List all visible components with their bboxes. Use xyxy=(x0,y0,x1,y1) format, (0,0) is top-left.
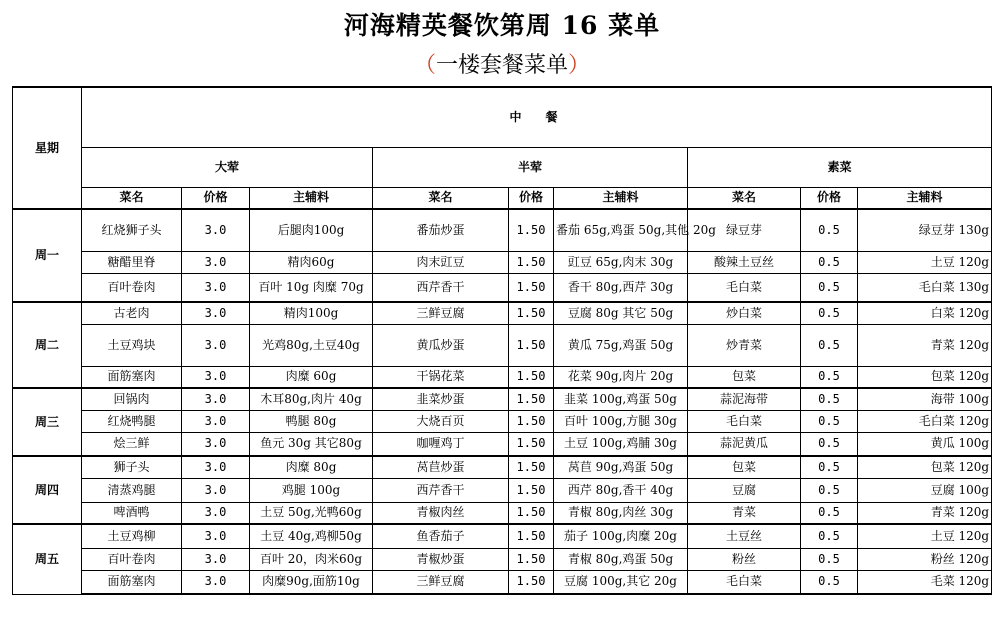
ingredients-cell: 西芹 80g,香干 40g xyxy=(554,478,688,502)
dish-name-cell: 百叶卷肉 xyxy=(82,273,182,302)
price-cell: 1.50 xyxy=(509,478,554,502)
ingredients-cell: 韭菜 100g,鸡蛋 50g xyxy=(554,388,688,410)
price-cell: 1.50 xyxy=(509,302,554,324)
ingredients-cell: 土豆 50g,光鸭60g xyxy=(250,502,373,524)
price-cell: 3.0 xyxy=(182,273,250,302)
ingredients-cell: 豆腐 100g,其它 20g xyxy=(554,570,688,594)
price-cell: 0.5 xyxy=(801,251,858,273)
ingredients-cell: 豆腐 80g 其它 50g xyxy=(554,302,688,324)
dish-name-cell: 黄瓜炒蛋 xyxy=(373,324,509,366)
page-title: 河海精英餐饮第周 16 菜单 xyxy=(343,11,661,40)
dish-name-cell: 啤酒鸭 xyxy=(82,502,182,524)
table-row xyxy=(13,388,992,410)
table-row xyxy=(13,432,992,456)
ingredients-cell: 包菜 120g xyxy=(858,366,992,388)
day-cell: 周四 xyxy=(13,456,82,524)
dish-name-cell: 粉丝 xyxy=(688,548,801,570)
ingredients-cell: 鸡腿 100g xyxy=(250,478,373,502)
price-cell: 0.5 xyxy=(801,456,858,478)
subtitle-text: 一楼套餐菜单 xyxy=(435,53,568,78)
table-row xyxy=(13,366,992,388)
dish-name-cell: 咖喱鸡丁 xyxy=(373,432,509,456)
price-cell: 0.5 xyxy=(801,366,858,388)
dish-name-cell: 鱼香茄子 xyxy=(373,524,509,548)
day-cell: 周五 xyxy=(13,524,82,594)
price-cell: 3.0 xyxy=(182,456,250,478)
dish-name-cell: 青椒肉丝 xyxy=(373,502,509,524)
dish-name-cell: 青菜 xyxy=(688,502,801,524)
ingredients-cell: 肉糜 60g xyxy=(250,366,373,388)
dish-name-cell: 干锅花菜 xyxy=(373,366,509,388)
table-row xyxy=(13,456,992,478)
price-cell: 3.0 xyxy=(182,432,250,456)
dish-name-cell: 古老肉 xyxy=(82,302,182,324)
dish-name-cell: 土豆鸡柳 xyxy=(82,524,182,548)
dish-name-cell: 莴苣炒蛋 xyxy=(373,456,509,478)
dish-name-cell: 土豆鸡块 xyxy=(82,324,182,366)
col-header-dish: 菜名 xyxy=(373,187,509,209)
price-cell: 1.50 xyxy=(509,502,554,524)
dish-name-cell: 面筋塞肉 xyxy=(82,366,182,388)
dish-name-cell: 包菜 xyxy=(688,366,801,388)
price-cell: 0.5 xyxy=(801,209,858,251)
price-cell: 3.0 xyxy=(182,524,250,548)
price-cell: 0.5 xyxy=(801,524,858,548)
price-cell: 3.0 xyxy=(182,410,250,432)
dish-name-cell: 回锅肉 xyxy=(82,388,182,410)
ingredients-cell: 光鸡80g,土豆40g xyxy=(250,324,373,366)
price-cell: 0.5 xyxy=(801,478,858,502)
price-cell: 3.0 xyxy=(182,570,250,594)
ingredients-cell: 鱼元 30g 其它80g xyxy=(250,432,373,456)
ingredients-cell: 番茄 65g,鸡蛋 50g,其他 20g xyxy=(554,209,688,251)
group-header-half-meat: 半荤 xyxy=(373,147,688,187)
price-cell: 1.50 xyxy=(509,570,554,594)
ingredients-cell: 黄瓜 75g,鸡蛋 50g xyxy=(554,324,688,366)
table-row xyxy=(13,302,992,324)
dish-name-cell: 番茄炒蛋 xyxy=(373,209,509,251)
col-header-price: 价格 xyxy=(182,187,250,209)
ingredients-cell: 白菜 120g xyxy=(858,302,992,324)
ingredients-cell: 土豆 100g,鸡脯 30g xyxy=(554,432,688,456)
dish-name-cell: 绿豆芽 xyxy=(688,209,801,251)
dish-name-cell: 面筋塞肉 xyxy=(82,570,182,594)
ingredients-cell: 青菜 120g xyxy=(858,324,992,366)
price-cell: 1.50 xyxy=(509,324,554,366)
dish-name-cell: 三鲜豆腐 xyxy=(373,570,509,594)
ingredients-cell: 土豆 120g xyxy=(858,524,992,548)
dish-name-cell: 韭菜炒蛋 xyxy=(373,388,509,410)
table-row xyxy=(13,524,992,548)
ingredients-cell: 肉糜90g,面筋10g xyxy=(250,570,373,594)
ingredients-cell: 毛白菜 120g xyxy=(858,410,992,432)
page-subtitle xyxy=(0,48,1004,79)
price-cell: 0.5 xyxy=(801,548,858,570)
ingredients-cell: 毛菜 120g xyxy=(858,570,992,594)
table-row xyxy=(13,570,992,594)
price-cell: 1.50 xyxy=(509,410,554,432)
ingredients-cell: 土豆 40g,鸡柳50g xyxy=(250,524,373,548)
price-cell: 3.0 xyxy=(182,251,250,273)
dish-name-cell: 毛白菜 xyxy=(688,273,801,302)
price-cell: 0.5 xyxy=(801,570,858,594)
dish-name-cell: 三鲜豆腐 xyxy=(373,302,509,324)
table-row xyxy=(13,273,992,302)
ingredients-cell: 毛白菜 130g xyxy=(858,273,992,302)
menu-table xyxy=(12,86,992,595)
dish-name-cell: 酸辣土豆丝 xyxy=(688,251,801,273)
table-row xyxy=(13,209,992,251)
price-cell: 1.50 xyxy=(509,366,554,388)
dish-name-cell: 红烧狮子头 xyxy=(82,209,182,251)
table-row xyxy=(13,502,992,524)
col-header-ingredients: 主辅料 xyxy=(554,187,688,209)
ingredients-cell: 绿豆芽 130g xyxy=(858,209,992,251)
price-cell: 0.5 xyxy=(801,324,858,366)
price-cell: 1.50 xyxy=(509,456,554,478)
ingredients-cell: 肉糜 80g xyxy=(250,456,373,478)
dish-name-cell: 清蒸鸡腿 xyxy=(82,478,182,502)
ingredients-cell: 包菜 120g xyxy=(858,456,992,478)
ingredients-cell: 豇豆 65g,肉末 30g xyxy=(554,251,688,273)
dish-name-cell: 蒜泥海带 xyxy=(688,388,801,410)
day-cell: 周二 xyxy=(13,302,82,388)
dish-name-cell: 狮子头 xyxy=(82,456,182,478)
col-header-price: 价格 xyxy=(509,187,554,209)
ingredients-cell: 后腿肉100g xyxy=(250,209,373,251)
table-row xyxy=(13,251,992,273)
col-header-dish: 菜名 xyxy=(82,187,182,209)
price-cell: 3.0 xyxy=(182,502,250,524)
col-header-ingredients: 主辅料 xyxy=(250,187,373,209)
price-cell: 0.5 xyxy=(801,502,858,524)
price-cell: 1.50 xyxy=(509,388,554,410)
subtitle-open-paren: （ xyxy=(413,53,436,78)
dish-name-cell: 炒青菜 xyxy=(688,324,801,366)
ingredients-cell: 茄子 100g,肉糜 20g xyxy=(554,524,688,548)
dish-name-cell: 毛白菜 xyxy=(688,410,801,432)
dish-name-cell: 蒜泥黄瓜 xyxy=(688,432,801,456)
price-cell: 1.50 xyxy=(509,432,554,456)
col-header-ingredients: 主辅料 xyxy=(858,187,992,209)
ingredients-cell: 土豆 120g xyxy=(858,251,992,273)
price-cell: 0.5 xyxy=(801,302,858,324)
ingredients-cell: 精肉60g xyxy=(250,251,373,273)
dish-name-cell: 青椒炒蛋 xyxy=(373,548,509,570)
price-cell: 1.50 xyxy=(509,209,554,251)
ingredients-cell: 精肉100g xyxy=(250,302,373,324)
ingredients-cell: 黄瓜 100g xyxy=(858,432,992,456)
price-cell: 3.0 xyxy=(182,478,250,502)
dish-name-cell: 百叶卷肉 xyxy=(82,548,182,570)
price-cell: 1.50 xyxy=(509,524,554,548)
day-header: 星期 xyxy=(13,87,82,209)
ingredients-cell: 海带 100g xyxy=(858,388,992,410)
meal-header: 中 餐 xyxy=(82,87,992,147)
price-cell: 3.0 xyxy=(182,388,250,410)
price-cell: 3.0 xyxy=(182,324,250,366)
dish-name-cell: 毛白菜 xyxy=(688,570,801,594)
dish-name-cell: 西芹香干 xyxy=(373,478,509,502)
dish-name-cell: 大烧百页 xyxy=(373,410,509,432)
ingredients-cell: 花菜 90g,肉片 20g xyxy=(554,366,688,388)
ingredients-cell: 粉丝 120g xyxy=(858,548,992,570)
price-cell: 3.0 xyxy=(182,366,250,388)
ingredients-cell: 鸭腿 80g xyxy=(250,410,373,432)
ingredients-cell: 百叶 10g 肉糜 70g xyxy=(250,273,373,302)
ingredients-cell: 莴苣 90g,鸡蛋 50g xyxy=(554,456,688,478)
price-cell: 3.0 xyxy=(182,302,250,324)
group-header-vegetable: 素菜 xyxy=(688,147,992,187)
dish-name-cell: 包菜 xyxy=(688,456,801,478)
price-cell: 0.5 xyxy=(801,410,858,432)
dish-name-cell: 糖醋里脊 xyxy=(82,251,182,273)
price-cell: 1.50 xyxy=(509,273,554,302)
dish-name-cell: 烩三鲜 xyxy=(82,432,182,456)
price-cell: 0.5 xyxy=(801,432,858,456)
price-cell: 3.0 xyxy=(182,548,250,570)
ingredients-cell: 青菜 120g xyxy=(858,502,992,524)
col-header-price: 价格 xyxy=(801,187,858,209)
price-cell: 1.50 xyxy=(509,251,554,273)
table-row xyxy=(13,548,992,570)
table-row xyxy=(13,478,992,502)
day-cell: 周一 xyxy=(13,209,82,302)
ingredients-cell: 香干 80g,西芹 30g xyxy=(554,273,688,302)
ingredients-cell: 青椒 80g,鸡蛋 50g xyxy=(554,548,688,570)
subtitle-close-paren: ） xyxy=(568,53,591,78)
col-header-dish: 菜名 xyxy=(688,187,801,209)
price-cell: 3.0 xyxy=(182,209,250,251)
dish-name-cell: 豆腐 xyxy=(688,478,801,502)
price-cell: 1.50 xyxy=(509,548,554,570)
dish-name-cell: 炒白菜 xyxy=(688,302,801,324)
dish-name-cell: 西芹香干 xyxy=(373,273,509,302)
price-cell: 0.5 xyxy=(801,273,858,302)
ingredients-cell: 木耳80g,肉片 40g xyxy=(250,388,373,410)
price-cell: 0.5 xyxy=(801,388,858,410)
ingredients-cell: 青椒 80g,肉丝 30g xyxy=(554,502,688,524)
table-row xyxy=(13,410,992,432)
table-row xyxy=(13,324,992,366)
ingredients-cell: 百叶 20，肉米60g xyxy=(250,548,373,570)
ingredients-cell: 豆腐 100g xyxy=(858,478,992,502)
dish-name-cell: 红烧鸭腿 xyxy=(82,410,182,432)
dish-name-cell: 土豆丝 xyxy=(688,524,801,548)
day-cell: 周三 xyxy=(13,388,82,456)
ingredients-cell: 百叶 100g,方腿 30g xyxy=(554,410,688,432)
group-header-meat: 大荤 xyxy=(82,147,373,187)
dish-name-cell: 肉末豇豆 xyxy=(373,251,509,273)
